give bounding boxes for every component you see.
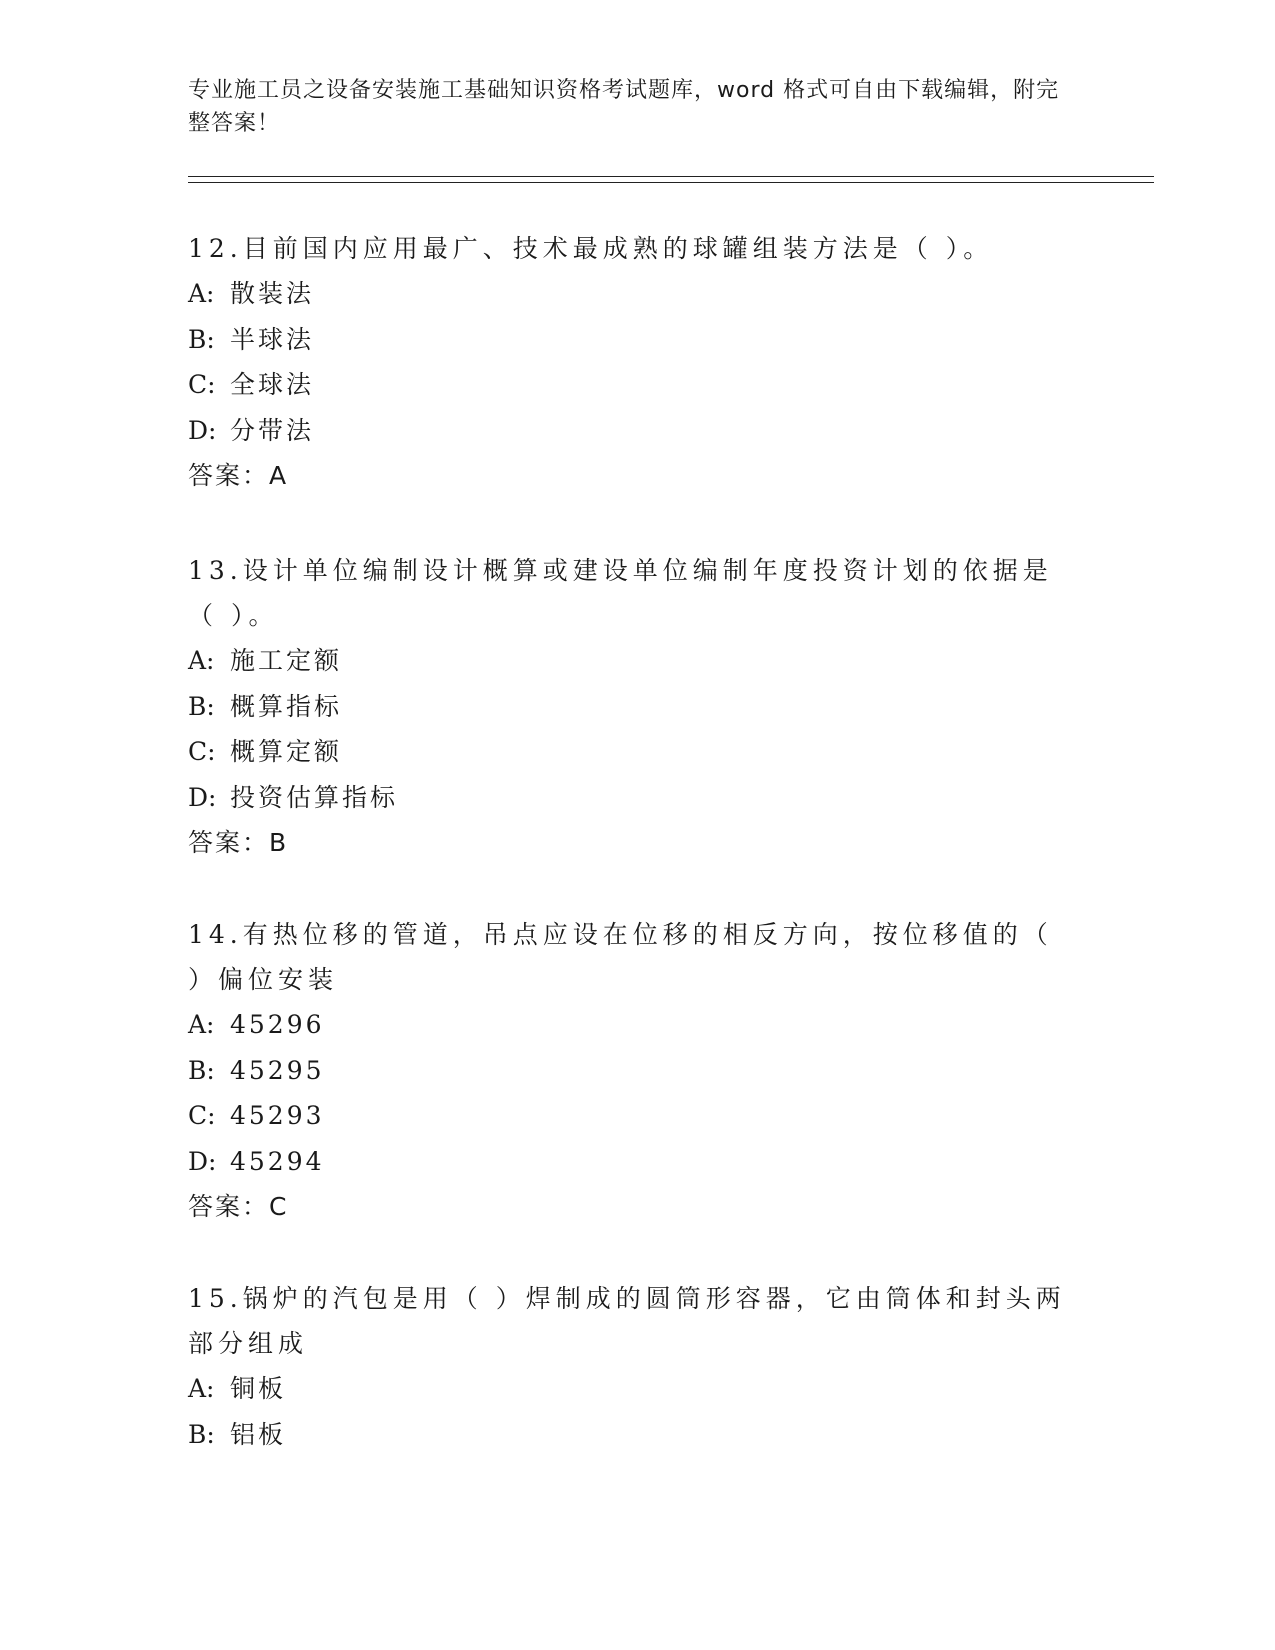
option-a [188, 271, 1068, 317]
option-c [188, 1093, 1068, 1139]
option-text: 45295 [230, 1055, 325, 1085]
option-text: 45293 [230, 1101, 325, 1130]
question-14 [188, 912, 1068, 1229]
option-b [188, 684, 1068, 730]
option-a [188, 638, 1068, 684]
option-a [188, 1366, 1068, 1412]
option-text: 施工定额 [230, 646, 343, 675]
option-d [188, 1139, 1068, 1185]
option-text: 散装法 [230, 279, 315, 308]
option-b [188, 1048, 1068, 1094]
option-text: 铜板 [230, 1374, 287, 1403]
question-15 [188, 1276, 1068, 1457]
option-d [188, 408, 1068, 454]
question-12 [188, 226, 1068, 498]
option-text: 半球法 [230, 324, 315, 354]
option-a [188, 1002, 1068, 1048]
question-text: 13.设计单位编制设计概算或建设单位编制年度投资计划的依据是（ ）。 [188, 556, 1053, 630]
option-letter: B: [188, 1055, 215, 1085]
document-header: 专业施工员之设备安装施工基础知识资格考试题库，word 格式可自由下载编辑，附完整答案！ [188, 78, 1060, 136]
question-text: 15.锅炉的汽包是用（ ）焊制成的圆筒形容器，它由筒体和封头两部分组成 [188, 1284, 1066, 1358]
option-text: 45294 [230, 1146, 325, 1176]
option-letter: A: [188, 1010, 215, 1039]
option-letter: C: [188, 370, 216, 399]
option-text: 投资估算指标 [230, 782, 399, 812]
header-divider-bottom [188, 182, 1154, 183]
option-letter: A: [188, 1374, 215, 1403]
question-text: 12.目前国内应用最广、技术最成熟的球罐组装方法是（ ）。 [188, 234, 994, 263]
header-divider-top [188, 176, 1154, 177]
option-text: 45296 [230, 1010, 325, 1039]
option-letter: A: [188, 279, 215, 308]
answer-line: 答案：C [188, 1192, 289, 1221]
option-d [188, 775, 1068, 821]
question-13 [188, 548, 1068, 865]
option-letter: B: [188, 691, 215, 721]
question-text: 14.有热位移的管道，吊点应设在位移的相反方向，按位移值的（ ）偏位安装 [188, 920, 1053, 994]
option-text: 分带法 [230, 415, 315, 445]
answer-line: 答案：A [188, 461, 289, 490]
option-letter: B: [188, 324, 215, 354]
option-letter: D: [188, 782, 217, 812]
option-letter: C: [188, 737, 216, 766]
option-letter: C: [188, 1101, 216, 1130]
option-letter: D: [188, 1146, 217, 1176]
option-text: 概算指标 [230, 691, 343, 721]
option-letter: D: [188, 415, 217, 445]
option-letter: B: [188, 1419, 215, 1449]
option-c [188, 729, 1068, 775]
option-b [188, 317, 1068, 363]
option-b [188, 1412, 1068, 1458]
option-text: 全球法 [230, 370, 315, 399]
option-c [188, 362, 1068, 408]
option-text: 概算定额 [230, 737, 343, 766]
option-letter: A: [188, 646, 215, 675]
answer-line: 答案：B [188, 828, 289, 857]
option-text: 铝板 [230, 1419, 287, 1449]
